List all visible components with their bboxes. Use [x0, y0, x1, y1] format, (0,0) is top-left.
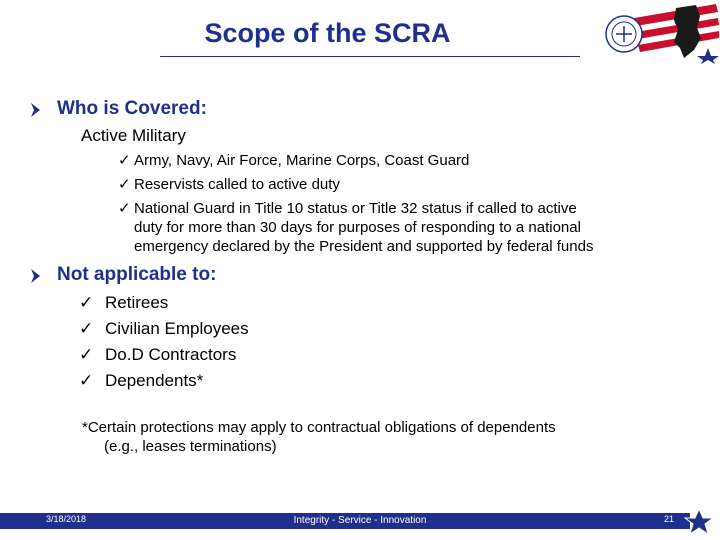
logo-star-icon — [697, 48, 719, 64]
slide-title: Scope of the SCRA — [204, 18, 451, 48]
list-item — [79, 316, 249, 342]
footer-date: 3/18/2018 — [46, 514, 87, 524]
checkmark-icon: ✓ — [118, 176, 131, 193]
title-underline — [160, 56, 580, 57]
list-item — [118, 199, 577, 218]
list-item — [118, 175, 340, 194]
list-item-text: Dependents* — [105, 371, 204, 390]
list-item-continuation: emergency declared by the President and supported by federal funds — [134, 238, 594, 255]
list-item-text: Civilian Employees — [105, 319, 249, 338]
page-number: 21 — [664, 514, 675, 524]
list-item — [79, 290, 168, 316]
section-heading-covered: Who is Covered: — [57, 98, 207, 119]
footer-motto: Integrity - Service - Innovation — [293, 515, 427, 526]
footnote-line-1: *Certain protections may apply to contractual obligations of dependents — [82, 419, 556, 436]
checkmark-icon: ✓ — [79, 345, 94, 364]
subheading-active-military: Active Military — [81, 126, 186, 145]
list-item — [79, 342, 236, 368]
footnote — [82, 418, 682, 456]
list-item-text: Retirees — [105, 293, 169, 312]
list-item-text: Do.D Contractors — [105, 345, 237, 364]
emblem-logo — [604, 2, 720, 64]
checkmark-icon: ✓ — [118, 152, 131, 169]
section-heading-not-applicable: Not applicable to: — [57, 264, 217, 285]
list-item — [118, 151, 469, 170]
checkmark-icon: ✓ — [79, 293, 94, 312]
footnote-line-2: (e.g., leases terminations) — [104, 438, 277, 455]
list-item-text: National Guard in Title 10 status or Title 32 status if called to active — [134, 200, 577, 217]
checkmark-icon: ✓ — [79, 371, 94, 390]
list-item-continuation: duty for more than 30 days for purposes of responding to a national — [134, 219, 581, 236]
list-item-text: Army, Navy, Air Force, Marine Corps, Coast Guard — [134, 152, 470, 169]
checkmark-icon: ✓ — [118, 200, 131, 217]
list-item — [79, 368, 203, 394]
list-item-text: Reservists called to active duty — [134, 176, 340, 193]
triangle-bullet-icon — [30, 268, 41, 284]
checkmark-icon: ✓ — [79, 319, 94, 338]
state-silhouette — [674, 5, 701, 58]
star-icon — [684, 508, 714, 536]
triangle-bullet-icon — [30, 102, 41, 118]
